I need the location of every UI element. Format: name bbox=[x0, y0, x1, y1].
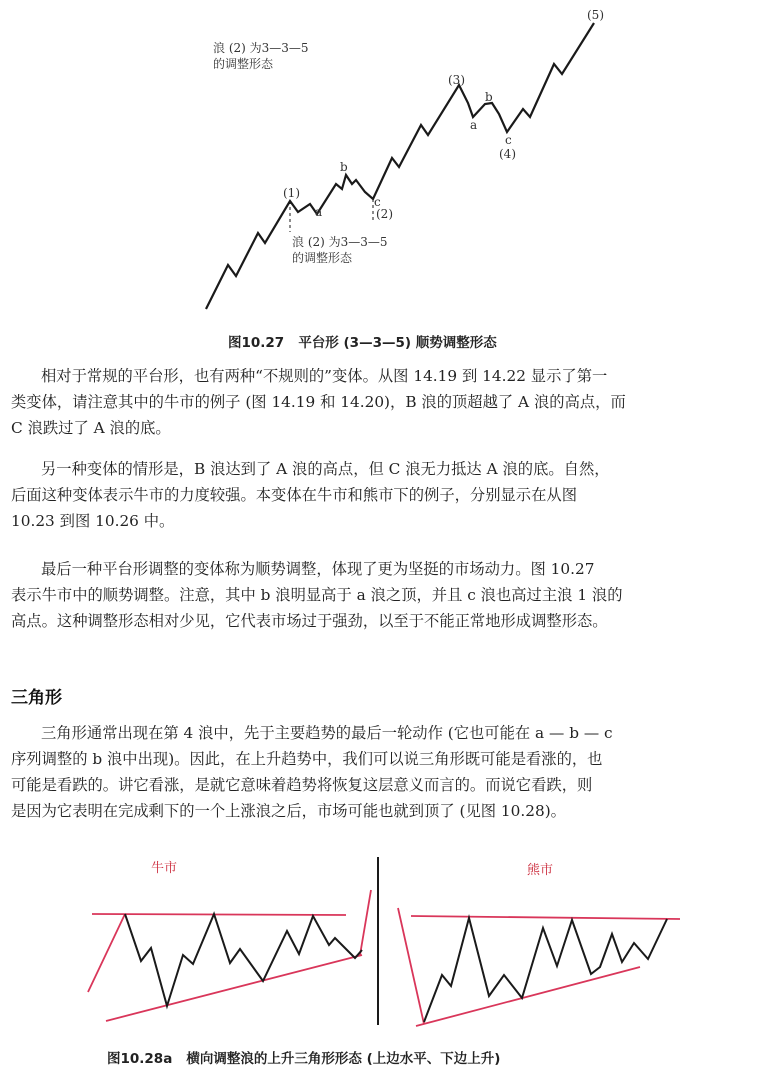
bull-entry-line bbox=[88, 914, 125, 992]
bull-breakout-line bbox=[360, 890, 371, 955]
bull-lower-trendline bbox=[106, 955, 362, 1021]
bull-wave-path bbox=[125, 914, 362, 1006]
wave-label-3: (3) bbox=[448, 73, 465, 87]
figure-10-28a-caption: 图10.28a 横向调整浪的上升三角形形态 (上边水平、下边上升) bbox=[107, 1051, 501, 1067]
wave-label-b2: b bbox=[485, 90, 493, 104]
bear-market-label: 熊市 bbox=[527, 863, 554, 878]
section-heading: 三角形 bbox=[11, 688, 62, 708]
paragraph-4: 三角形通常出现在第 4 浪中，先于主要趋势的最后一轮动作 (它也可能在 a — b — c 序列调整的 b 浪中出现)。因此，在上升趋势中，我们可以说三角形既可能是看涨的，也 可能是看跌的。讲它看涨，是就它意味着趋势将恢复这层意义而言的。而说它看跌，则 是因为它表明在完成剩下的一个上涨浪之后，市场可能也就到顶了 (见图 10.28)。 bbox=[11, 724, 613, 820]
note-mid: 浪 (2) 为3—3—5 的调整形态 bbox=[292, 235, 388, 265]
bull-market-label: 牛市 bbox=[151, 861, 178, 876]
wave-label-1: (1) bbox=[283, 186, 300, 200]
bull-upper-trendline bbox=[92, 914, 346, 915]
figure-10-27-caption: 图10.27 平台形 (3—3—5) 顺势调整形态 bbox=[228, 335, 497, 351]
wave-label-a1: a bbox=[315, 205, 323, 219]
paragraph-3: 最后一种平台形调整的变体称为顺势调整，体现了更为坚挺的市场动力。图 10.27 表示牛市中的顺势调整。注意，其中 b 浪明显高于 a 浪之顶，并且 c 浪也高过主浪 1 浪的 高点。这种调整形态相对少见，它代表市场过于强劲，以至于不能正常地形成调整形态。 bbox=[11, 560, 623, 630]
wave-label-2: (2) bbox=[376, 207, 393, 221]
wave-label-c2: c bbox=[505, 133, 512, 147]
note-top: 浪 (2) 为3—3—5 的调整形态 bbox=[213, 41, 309, 71]
wave-label-b1: b bbox=[340, 160, 348, 174]
wave-label-4: (4) bbox=[499, 147, 516, 161]
paragraph-2: 另一种变体的情形是，B 浪达到了 A 浪的高点，但 C 浪无力抵达 A 浪的底。自然， 后面这种变体表示牛市的力度较强。本变体在牛市和熊市下的例子，分别显示在从图 10.23 到图 10.26 中。 bbox=[11, 460, 610, 530]
paragraph-1: 相对于常规的平台形，也有两种“不规则的”变体。从图 14.19 到 14.22 显示了第一 类变体，请注意其中的牛市的例子 (图 14.19 和 14.20)，B 浪的顶超越了 A 浪的高点，而 C 浪跌过了 A 浪的底。 bbox=[11, 367, 626, 437]
bear-entry-line bbox=[398, 908, 424, 1024]
wave-label-c1: c bbox=[374, 195, 381, 209]
bear-upper-trendline bbox=[411, 916, 680, 919]
wave-label-a2: a bbox=[470, 118, 478, 132]
wave-label-5: (5) bbox=[587, 8, 604, 22]
